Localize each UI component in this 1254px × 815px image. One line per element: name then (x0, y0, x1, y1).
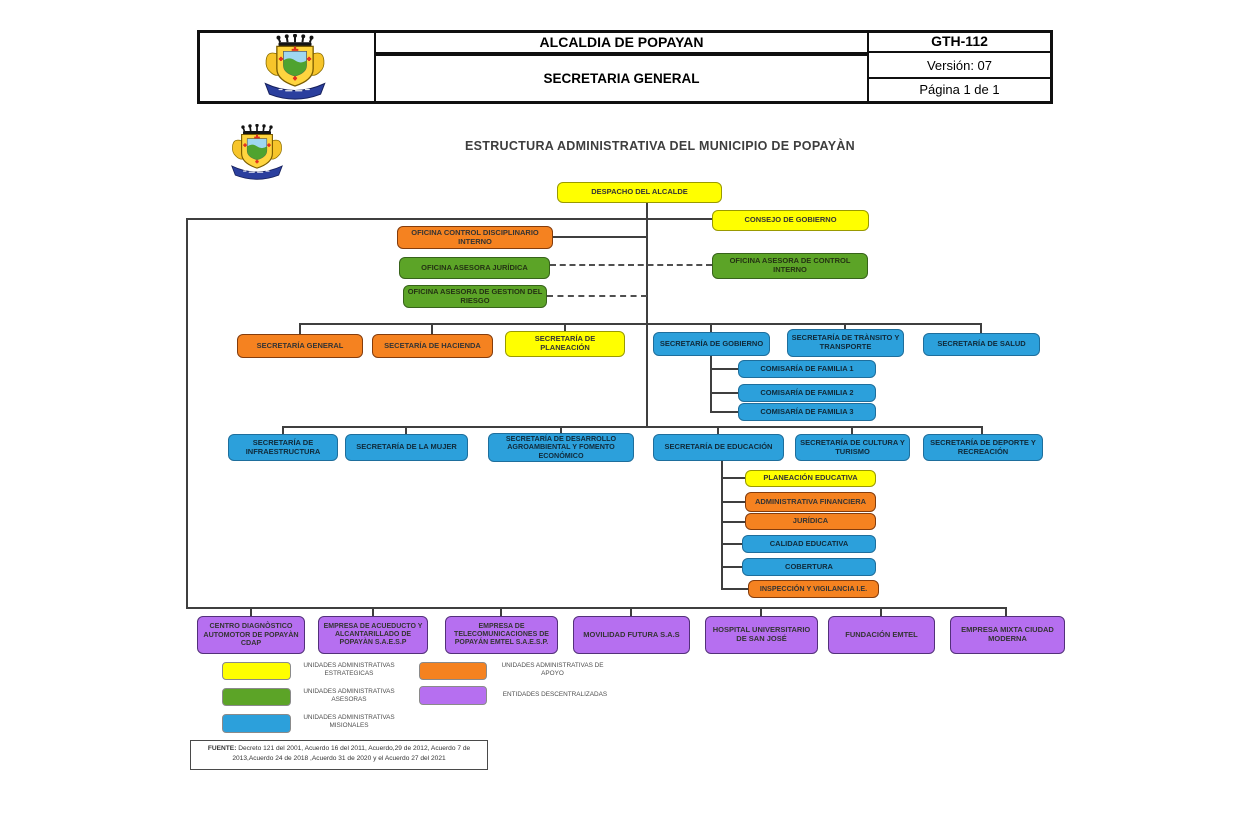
connector-line (282, 426, 983, 428)
legend-label-asesoras: UNIDADES ADMINISTRATIVAS ASESORAS (303, 688, 395, 703)
connector-line (721, 501, 746, 503)
org-node-comisaria-familia-1: COMISARÍA DE FAMILIA 1 (738, 360, 876, 378)
source-note-label: FUENTE: (207, 745, 237, 752)
org-node-comisaria-familia-2: COMISARÍA DE FAMILIA 2 (738, 384, 876, 402)
connector-line (721, 543, 743, 545)
header-section: SECRETARIA GENERAL (543, 71, 700, 86)
org-node-secretaria-gobierno: SECRETARÍA DE GOBIERNO (653, 332, 770, 356)
org-node-oficina-asesora-control-interno: OFICINA ASESORA DE CONTROL INTERNO (712, 253, 868, 279)
org-node-administrativa-financiera: ADMINISTRATIVA FINANCIERA (745, 492, 876, 512)
org-node-juridica: JURÍDICA (745, 513, 876, 530)
org-node-inspeccion-vigilancia: INSPECCIÓN Y VIGILANCIA I.E. (748, 580, 879, 598)
org-node-movilidad-futura: MOVILIDAD FUTURA S.A.S (573, 616, 690, 654)
legend-swatch-asesoras (222, 688, 291, 706)
connector-line (553, 236, 647, 238)
org-node-oficina-asesora-gestion-riesgo: OFICINA ASESORA DE GESTION DEL RIESGO (403, 285, 547, 308)
org-node-cobertura: COBERTURA (742, 558, 876, 576)
table-border (1050, 30, 1053, 104)
connector-line (721, 566, 743, 568)
connector-line (710, 356, 712, 413)
header-version: Versión: 07 (926, 57, 993, 73)
connector-line (710, 392, 738, 394)
org-node-secretaria-cultura-turismo: SECRETARÍA DE CULTURA Y TURISMO (795, 434, 910, 461)
legend-swatch-misionales (222, 714, 291, 733)
legend-label-misionales: UNIDADES ADMINISTRATIVAS MISIONALES (303, 714, 395, 729)
org-node-calidad-educativa: CALIDAD EDUCATIVA (742, 535, 876, 553)
connector-line (186, 218, 188, 609)
header-code: GTH-112 (931, 33, 988, 49)
org-node-secretaria-general: SECRETARÍA GENERAL (237, 334, 363, 358)
org-node-comisaria-familia-3: COMISARÍA DE FAMILIA 3 (738, 403, 876, 421)
org-node-ciudad-moderna: EMPRESA MIXTA CIUDAD MODERNA (950, 616, 1065, 654)
connector-line (721, 461, 723, 590)
org-node-secretaria-mujer: SECRETARÍA DE LA MUJER (345, 434, 468, 461)
org-node-secretaria-transito: SECRETARÍA DE TRÀNSITO Y TRANSPORTE (787, 329, 904, 357)
connector-line (721, 477, 746, 479)
org-node-cdap: CENTRO DIAGNÒSTICO AUTOMOTOR DE POPAYÀN CDAP (197, 616, 305, 654)
org-node-oficina-control-disciplinario-interno: OFICINA CONTROL DISCIPLINARIO INTERNO (397, 226, 553, 249)
org-node-despacho-del-alcalde: DESPACHO DEL ALCALDE (557, 182, 722, 203)
connector-dashed (550, 264, 712, 266)
chart-title: ESTRUCTURA ADMINISTRATIVA DEL MUNICIPIO DE POPAYÀN (464, 139, 856, 153)
org-node-oficina-asesora-juridica: OFICINA ASESORA JURÍDICA (399, 257, 550, 279)
org-node-planeacion-educativa: PLANEACIÓN EDUCATIVA (745, 470, 876, 487)
org-node-secretaria-salud: SECRETARÍA DE SALUD (923, 333, 1040, 356)
legend-label-descentralizadas: ENTIDADES DESCENTRALIZADAS (502, 691, 608, 698)
org-node-secretaria-desarrollo-agroambiental: SECRETARÍA DE DESARROLLO AGROAMBIENTAL Y FOMENTO ECONÓMICO (488, 433, 634, 462)
org-node-secretaria-educacion: SECRETARÍA DE EDUCACIÓN (653, 434, 784, 461)
table-border (374, 52, 869, 56)
legend-label-apoyo: UNIDADES ADMINISTRATIVAS DE APOYO (501, 662, 604, 677)
org-node-hospital-san-jose: HOSPITAL UNIVERSITARIO DE SAN JOSÉ (705, 616, 818, 654)
org-node-secretaria-deporte-recreacion: SECRETARÍA DE DEPORTE Y RECREACIÓN (923, 434, 1043, 461)
legend-swatch-descentralizadas (419, 686, 487, 705)
header-page: Página 1 de 1 (919, 82, 1000, 97)
legend-swatch-estrategicas (222, 662, 291, 680)
connector-line (710, 411, 738, 413)
popayan-coat-of-arms-logo-small (222, 124, 292, 180)
org-node-fundacion-emtel: FUNDACIÓN EMTEL (828, 616, 935, 654)
connector-line (186, 607, 1007, 609)
org-node-secretaria-planeacion: SECRETARÍA DE PLANEACIÓN (505, 331, 625, 357)
legend-label-estrategicas: UNIDADES ADMINISTRATIVAS ESTRATEGICAS (303, 662, 395, 677)
table-border (197, 30, 200, 104)
source-note-text: Decreto 121 del 2001, Acuerdo 16 del 2011, Acuerdo,29 de 2012, Acuerdo 7 de 2013,Acuerdo 24 de 2018 ,Acuerdo 31 de 2020 y el Acuerdo 27 del 2021 (232, 745, 471, 762)
org-node-secretaria-infraestructura: SECRETARÍA DE INFRAESTRUCTURA (228, 434, 338, 461)
header-entity: ALCALDIA DE POPAYAN (539, 33, 704, 50)
org-node-emtel: EMPRESA DE TELECOMUNICACIONES DE POPAYÁN EMTEL S.A.E.S.P. (445, 616, 558, 654)
org-node-consejo-de-gobierno: CONSEJO DE GOBIERNO (712, 210, 869, 231)
connector-dashed (547, 295, 647, 297)
connector-line (721, 588, 749, 590)
connector-line (186, 218, 712, 220)
source-note (190, 740, 488, 770)
connector-line (710, 368, 738, 370)
popayan-coat-of-arms-logo (252, 34, 338, 100)
connector-line (299, 323, 982, 325)
org-node-empresa-acueducto: EMPRESA DE ACUEDUCTO Y ALCANTARILLADO DE POPAYÀN S.A.E.S.P (318, 616, 428, 654)
org-node-secretaria-hacienda: SECETARÍA DE HACIENDA (372, 334, 493, 358)
legend-swatch-apoyo (419, 662, 487, 680)
connector-line (721, 521, 746, 523)
table-border (197, 101, 1053, 104)
